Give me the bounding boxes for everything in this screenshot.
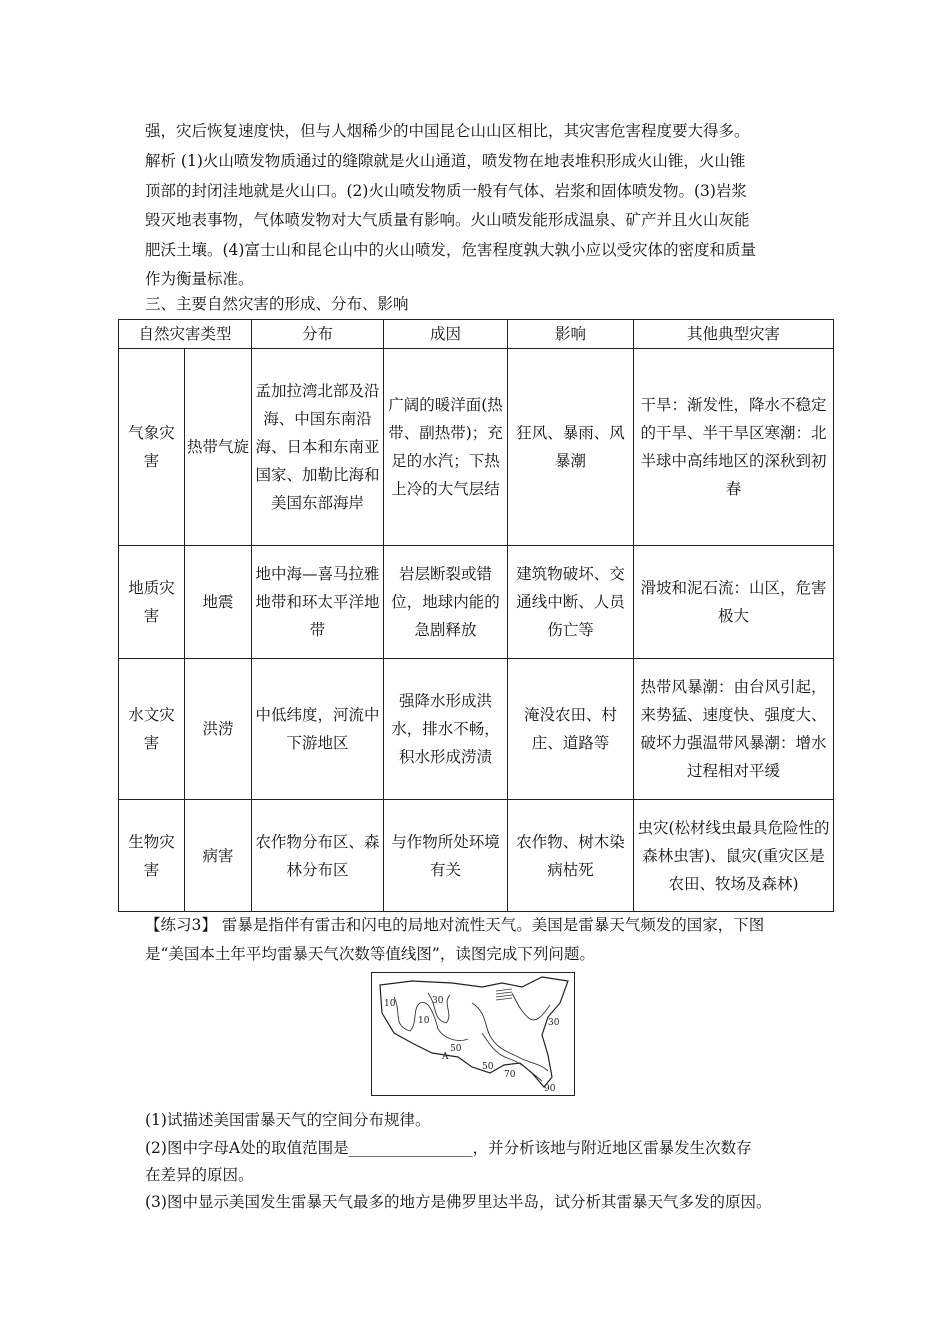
table-row bbox=[119, 546, 834, 659]
paragraph-line: 作为衡量标准。 bbox=[145, 270, 254, 288]
table-row bbox=[119, 349, 834, 546]
paragraph-line: 顶部的封闭洼地就是火山口。(2)火山喷发物质一般有气体、岩浆和固体喷发物。(3)岩浆 bbox=[145, 182, 747, 200]
cell-cause: 广阔的暖洋面(热带、副热带)；充足的水汽；下热上冷的大气层结 bbox=[384, 349, 508, 546]
table-header-row bbox=[119, 320, 834, 349]
map-label: A bbox=[442, 1052, 449, 1062]
paragraph-line: 强，灾后恢复速度快，但与人烟稀少的中国昆仑山山区相比，其灾害危害程度要大得多。 bbox=[145, 122, 750, 140]
cell-other: 热带风暴潮：由台风引起，来势猛、速度快、强度大、破坏力强温带风暴潮：增水过程相对平缓 bbox=[634, 659, 834, 800]
cell-other: 滑坡和泥石流：山区，危害极大 bbox=[634, 546, 834, 659]
map-label: 50 bbox=[482, 1062, 494, 1072]
cell-cause: 强降水形成洪水，排水不畅，积水形成涝渍 bbox=[384, 659, 508, 800]
map-label: 50 bbox=[450, 1044, 462, 1054]
header-impact: 影响 bbox=[508, 320, 634, 349]
disaster-table bbox=[118, 319, 834, 912]
question-1: (1)试描述美国雷暴天气的空间分布规律。 bbox=[145, 1111, 431, 1129]
table-row bbox=[119, 800, 834, 912]
cell-impact: 淹没农田、村庄、道路等 bbox=[508, 659, 634, 800]
paragraph-line: 肥沃土壤。(4)富士山和昆仑山中的火山喷发，危害程度孰大孰小应以受灾体的密度和质量 bbox=[145, 241, 756, 259]
header-distribution: 分布 bbox=[252, 320, 384, 349]
cell-type: 洪涝 bbox=[185, 659, 252, 800]
cell-type: 病害 bbox=[185, 800, 252, 912]
header-cause: 成因 bbox=[384, 320, 508, 349]
header-other: 其他典型灾害 bbox=[634, 320, 834, 349]
cell-category: 生物灾害 bbox=[119, 800, 185, 912]
cell-distribution: 地中海—喜马拉雅地带和环太平洋地带 bbox=[252, 546, 384, 659]
exercise-intro: 是“美国本土年平均雷暴天气次数等值线图”，读图完成下列问题。 bbox=[145, 945, 595, 963]
cell-category: 水文灾害 bbox=[119, 659, 185, 800]
cell-type: 热带气旋 bbox=[185, 349, 252, 546]
cell-distribution: 孟加拉湾北部及沿海、中国东南沿海、日本和东南亚国家、加勒比海和美国东部海岸 bbox=[252, 349, 384, 546]
question-2-cont: 在差异的原因。 bbox=[145, 1166, 254, 1184]
cell-impact: 狂风、暴雨、风暴潮 bbox=[508, 349, 634, 546]
exercise-intro: 【练习3】 雷暴是指伴有雷击和闪电的局地对流性天气。美国是雷暴天气频发的国家，下图 bbox=[145, 916, 765, 934]
cell-distribution: 中低纬度，河流中下游地区 bbox=[252, 659, 384, 800]
map-label: 70 bbox=[504, 1070, 516, 1080]
cell-impact: 建筑物破坏、交通线中断、人员伤亡等 bbox=[508, 546, 634, 659]
question-3: (3)图中显示美国发生雷暴天气最多的地方是佛罗里达半岛，试分析其雷暴天气多发的原因。 bbox=[145, 1193, 772, 1211]
header-type: 自然灾害类型 bbox=[119, 320, 252, 349]
us-map-svg bbox=[372, 973, 574, 1095]
cell-distribution: 农作物分布区、森林分布区 bbox=[252, 800, 384, 912]
map-label: 30 bbox=[432, 996, 444, 1006]
cell-other: 干旱：渐发性，降水不稳定的干旱、半干旱区寒潮：北半球中高纬地区的深秋到初春 bbox=[634, 349, 834, 546]
cell-impact: 农作物、树木染病枯死 bbox=[508, 800, 634, 912]
cell-type: 地震 bbox=[185, 546, 252, 659]
map-label: 30 bbox=[548, 1018, 560, 1028]
table-row bbox=[119, 659, 834, 800]
cell-category: 地质灾害 bbox=[119, 546, 185, 659]
map-label: 10 bbox=[418, 1016, 430, 1026]
cell-other: 虫灾(松材线虫最具危险性的森林虫害)、鼠灾(重灾区是农田、牧场及森林) bbox=[634, 800, 834, 912]
map-label: 10 bbox=[384, 999, 396, 1009]
cell-cause: 与作物所处环境有关 bbox=[384, 800, 508, 912]
section-heading: 三、主要自然灾害的形成、分布、影响 bbox=[145, 295, 409, 313]
cell-cause: 岩层断裂或错位，地球内能的急剧释放 bbox=[384, 546, 508, 659]
paragraph-line: 毁灭地表事物，气体喷发物对大气质量有影响。火山喷发能形成温泉、矿产并且火山灰能 bbox=[145, 211, 750, 229]
cell-category: 气象灾害 bbox=[119, 349, 185, 546]
paragraph-line: 解析 (1)火山喷发物质通过的缝隙就是火山通道，喷发物在地表堆积形成火山锥，火山锥 bbox=[145, 152, 746, 170]
question-2: (2)图中字母A处的取值范围是________________，并分析该地与附近地区雷暴发生次数存 bbox=[145, 1139, 752, 1157]
thunderstorm-isoline-map bbox=[371, 972, 575, 1096]
map-label: 90 bbox=[544, 1084, 556, 1094]
